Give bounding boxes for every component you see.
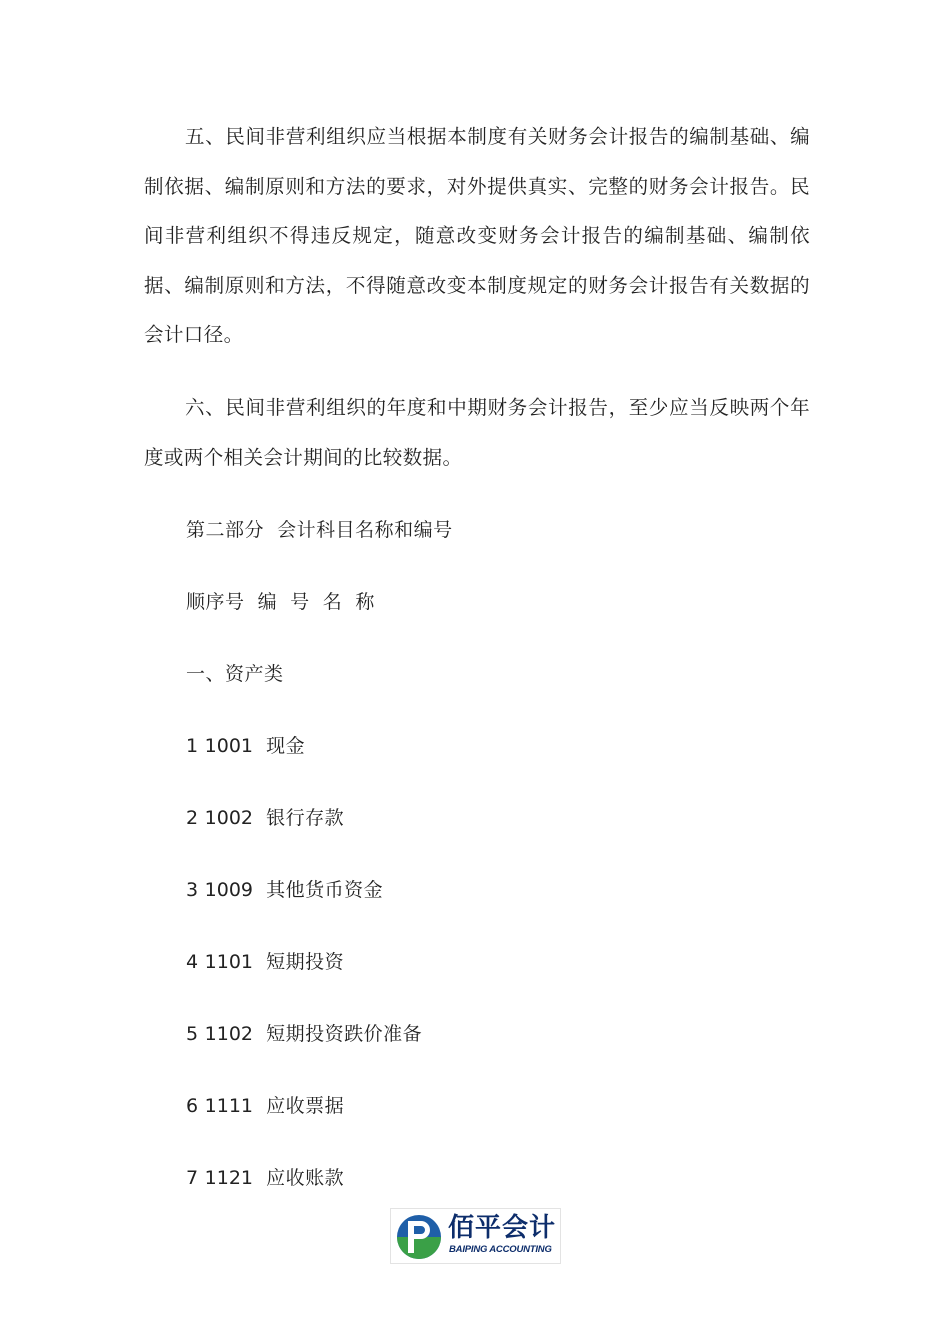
account-code: 1002 bbox=[204, 807, 253, 829]
section-title: 第二部分 会计科目名称和编号 bbox=[186, 519, 453, 541]
account-seq: 7 bbox=[186, 1167, 199, 1189]
account-name: 现金 bbox=[266, 735, 306, 757]
logo-english-text: BAIPING ACCOUNTING bbox=[449, 1244, 552, 1255]
logo-chinese-text: 佰平会计 bbox=[448, 1213, 557, 1243]
account-name: 短期投资跌价准备 bbox=[266, 1023, 423, 1045]
account-row bbox=[186, 1020, 422, 1048]
account-name: 其他货币资金 bbox=[266, 879, 384, 901]
account-code: 1102 bbox=[204, 1023, 253, 1045]
account-row bbox=[186, 1164, 344, 1192]
account-name: 银行存款 bbox=[266, 807, 345, 829]
account-name: 短期投资 bbox=[266, 951, 345, 973]
account-code: 1111 bbox=[204, 1095, 253, 1117]
account-name: 应收账款 bbox=[266, 1167, 345, 1189]
paragraph-six: 六、民间非营利组织的年度和中期财务会计报告，至少应当反映两个年度或两个相关会计期间的比较数据。 bbox=[144, 396, 810, 469]
account-seq: 5 bbox=[186, 1023, 199, 1045]
baiping-logo bbox=[390, 1208, 561, 1264]
account-code: 1009 bbox=[204, 879, 253, 901]
account-seq: 4 bbox=[186, 951, 199, 973]
account-seq: 6 bbox=[186, 1095, 199, 1117]
account-row bbox=[186, 1092, 344, 1120]
account-row bbox=[186, 948, 344, 976]
account-code: 1101 bbox=[204, 951, 253, 973]
table-header: 顺序号 编 号 名 称 bbox=[186, 591, 375, 613]
account-name: 应收票据 bbox=[266, 1095, 345, 1117]
paragraph-five: 五、民间非营利组织应当根据本制度有关财务会计报告的编制基础、编制依据、编制原则和方法的要求，对外提供真实、完整的财务会计报告。民间非营利组织不得违反规定，随意改变财务会计报告的编制基础、编制依据、编制原则和方法，不得随意改变本制度规定的财务会计报告有关数据的会计口径。 bbox=[144, 125, 810, 346]
category-heading: 一、资产类 bbox=[186, 663, 284, 685]
account-code: 1121 bbox=[204, 1167, 253, 1189]
account-row bbox=[186, 804, 344, 832]
account-seq: 3 bbox=[186, 879, 199, 901]
account-row bbox=[186, 732, 305, 760]
logo-mark-icon bbox=[395, 1213, 443, 1261]
account-seq: 1 bbox=[186, 735, 199, 757]
account-seq: 2 bbox=[186, 807, 199, 829]
account-row bbox=[186, 876, 383, 904]
account-code: 1001 bbox=[204, 735, 253, 757]
